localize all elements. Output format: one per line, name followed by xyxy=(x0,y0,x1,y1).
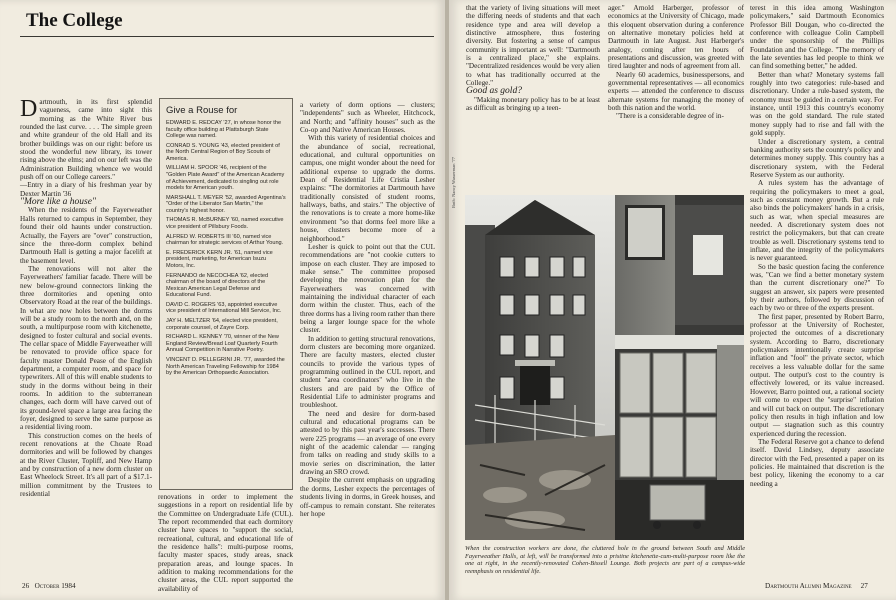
rcol3-paragraph: The Federal Reserve got a chance to defend itself. David Lindsey, deputy associate director with the Fed, presented a paper on its policies. He maintained that discretion is the best policy, likening the economy to a car needing a xyxy=(750,437,884,488)
box-entry: THOMAS R. McBURNEY '60, named executive vice president of Pillsbury Foods. xyxy=(166,217,284,231)
folio-issue: October 1984 xyxy=(34,582,76,590)
box-entry: MARSHALL T. MEYER '52, awarded Argentina's "Order of the Liberator San Martin," the country's highest honor. xyxy=(166,194,286,214)
page-number-left xyxy=(22,582,76,590)
rcol2-paragraph: Nearly 60 academics, businesspersons, and governmental representatives — all economics experts — attended the conference to discuss alternate systems for managing the money of both this nation and the world. xyxy=(608,70,744,113)
box-entry: EDWARD E. REDCAY '27, in whose honor the faculty office building at Plattsburgh State College was named. xyxy=(166,120,282,140)
col2-paragraph: renovations in order to implement the suggestions in a report on residential life by the Committee on Undergraduate Life (CUL). The report recommended that each dormitory cluster have spaces to "support the social, recreational, cultural, and educational life of the residence halls": multi-purpose rooms, faculty master spaces, study areas, snack preparation areas, and lounge spaces. In addition to making recommendations for the cluster areas, the CUL report supported the availability of xyxy=(158,493,293,593)
folio-number: 26 xyxy=(22,582,30,590)
folio-magazine: Dartmouth Alumni Magazine xyxy=(765,582,852,590)
left-column-2 xyxy=(158,493,293,593)
rcol3-paragraph: terest in this idea among Washington policymakers," said Dartmouth Economics Professor Bill Dougan, who co-directed the conference with colleague Colin Campbell under the sponsorship of the Phillips Foundation and the College. "The memory of the late seventies has led people to think we can find something better," he added. xyxy=(750,4,884,71)
page-number-right xyxy=(765,582,868,590)
box-title: Give a Rouse for xyxy=(166,105,238,116)
rcol3-paragraph: The first paper, presented by Robert Barro, professor at the University of Rochester, projected the outcomes of a discretionary system. According to Barro, discretionary policymakers intentionally create surprise inflation and "fool" the private sector, which receives a less valuable dollar for the same output. The output's cost to the country is effectively lowered, or its value increased. However, Barro pointed out, a rational society will come to expect the "surprise" inflation and will cut back on output. The discretionary policy then results in high inflation and low output — stagnation such as this country experienced during the recession. xyxy=(750,312,884,438)
rcol2-paragraph: "There is a considerable degree of in- xyxy=(616,112,724,121)
rcol1-paragraph: that the variety of living situations will meet the differing needs of students and that each residence type and area will develop a distinctive atmosphere, thus fostering diversity. But fostering a sense of campus community is important as well: "Dartmouth is a centralized place," she explains. "Decentralized residences would be very alien to what has traditionally occurred at the College." xyxy=(466,4,600,88)
rcol1-paragraph: "Making monetary policy has to be at least as difficult as bringing up a teen- xyxy=(466,95,600,113)
left-column-3 xyxy=(300,101,435,579)
section-title: The College xyxy=(26,10,123,31)
folio-number: 27 xyxy=(860,582,868,590)
photo-credit-text: Both: Nancy Wasserman '77 xyxy=(451,157,456,208)
box-entry: RICHARD L. KENNEY '70, winner of the New England Review/Bread Loaf Quarterly Fourth Annual Competition in Narrative Poetry. xyxy=(166,334,279,354)
title-rule xyxy=(20,36,434,37)
give-a-rouse-box xyxy=(159,98,293,490)
box-entry: DAVID C. ROGERS '63, appointed executive vice president of International Mill Service, Inc. xyxy=(166,301,282,315)
right-column-2 xyxy=(608,4,744,190)
box-entry: WILLIAM H. SPOOR '46, recipient of the "Golden Plate Award" of the American Academy of Achievement, dedicated to singling out role models for American youth. xyxy=(166,165,285,192)
rcol3-paragraph: Better than what? Monetary systems fall roughly into two categories: rule-based and discretionary. Under a rule-based system, the economy must be guided in a certain way. For instance, until 1913 this country's economy was on the gold standard. The rule stated money supply had to rise and fall with the gold supply. xyxy=(750,70,884,138)
col3-paragraph: In addition to getting structural renovations, dorm clusters are becoming more organized. There are faculty masters, elected cluster councils to provide the various types of programming outlined in the CUL report, and student "area coordinators" who live in the clusters and are paid by the Office of Residential Life to administer programs and troubleshoot. xyxy=(300,334,435,410)
rcol3-paragraph: Under a discretionary system, a central banking authority sets the country's policy and determines money supply. This country has a discretionary system, with the Federal Reserve System as our authority. xyxy=(750,137,884,179)
rcol3-paragraph: A rules system has the advantage of requiring the policymakers to meet a goal, such as constant money growth. But a rule also binds the policymakers' hands in a crisis, such as war, when special measures are needed. A discretionary system does not restrict the policymakers, but that can create trouble as well. Discretionary systems tend to inflate, and the integrity of the policymakers is never guaranteed. xyxy=(750,179,884,263)
col1-paragraph: When the residents of the Fayerweather Halls returned to campus in September, they found their old haunts under construction. Actually, the Fayers are "over" construction, since the three-dorm complex behind Dartmouth Hall is getting a major facelift at the basement level. xyxy=(20,206,152,265)
col1-paragraph: The renovations will not alter the Fayerweathers' familiar facade. There will be new below-ground connectors linking the three dormitories and opening onto Observatory Road at the rear of the buildings. In what are now holes between the dorms will be a study room to the north and, on the south, a multipurpose room with kitchenette, designed to foster cultural and social events. The cellar space of Middle Fayerweather will be renovated to provide office space for faculty master Donald Pease of the English department, a computer room, and space for typewriters. All of this will enable students to study in the dorms without being in their rooms. In addition to the subterranean changes, each dorm will have carved out of its ground-level space a large area facing the foyer, designed to serve the same purpose as a residential living room. xyxy=(20,264,152,432)
subhead-good-as-gold: Good as gold? xyxy=(466,86,522,97)
col3-paragraph: Despite the current emphasis on upgrading the dorms, Lesher expects the percentages of students living in dorms, in Greek houses, and off-campus to remain constant. She reiterates her hope xyxy=(300,476,435,518)
box-entry: CONRAD S. YOUNG '43, elected president of the North Central Region of Boy Scouts of America. xyxy=(166,142,280,162)
col3-paragraph: The need and desire for dorm-based cultural and educational programs can be attested to by this past year's successes. There were 225 programs — an average of one every night of the academic calendar — ranging from talks on reading and study skills to a movie series on discrimination, the latter drawing an SRO crowd. xyxy=(300,409,435,477)
intro-paragraph xyxy=(20,98,152,181)
box-entries xyxy=(166,120,286,380)
col3-paragraph: With this variety of residential choices and the abundance of social, recreational, educational, and cultural opportunities on campus, one might wonder about the need for additional expense to upgrade the dorms. Dean of Residential Life Cristia Lesher explains: "The dormitories at Dartmouth have traditionally consisted of student rooms, hallways, baths, and stairs." The objective of the renovations is to create a more home-like environment "so that dorms feel more like a house, clusters become more of a neighborhood." xyxy=(300,134,435,243)
col3-paragraph: a variety of dorm options — clusters; "independents" such as Wheeler, Hitchcock, and North; and "affinity houses" such as the Co-op and Native American Houses. xyxy=(300,101,435,135)
box-entry: ALFRED W. ROBERTS III '60, named vice chairman for strategic services of Arthur Young. xyxy=(166,233,284,247)
intro-text: artmouth, in its first splendid vagueness, came into sight this morning as the White River bus rounded the last curve. . . . The simple green and white grandeur of the old Hall and its brother buildings was on our right: before us stood the wonderful new library, its tower rising above the elms; and on our left was the Administration Building whence we would push off on our College careers." xyxy=(20,98,152,182)
box-entry: FERNANDO de NECOCHEA '62, elected chairman of the board of directors of the Mexican American Legal Defense and Educational Fund. xyxy=(166,272,269,299)
left-page xyxy=(0,0,446,600)
box-entry: VINCENT D. PELLEGRINI JR. '77, awarded the North American Traveling Fellowship for 1984 by the American Orthopaedic Association. xyxy=(166,356,285,377)
left-column-1 xyxy=(20,98,152,568)
intro-attribution: —Entry in a diary of his freshman year by Dexter Martin '36 xyxy=(20,181,152,198)
photo-credit xyxy=(449,150,459,210)
col3-paragraph: Lesher is quick to point out that the CUL recommendations are "not cookie cutters to impose on each cluster. They are imposed to make sense." The committee proposed developing the renovation plan for the Fayerweathers was concerned with maintaining the individual character of each dorm within the cluster. Thus, each of the three dorms has a living room rather than there being a larger lounge space for the whole cluster. xyxy=(300,242,435,335)
box-entry: JAY H. MELTZER '64, elected vice president, corporate counsel, of Zayre Corp. xyxy=(166,318,278,331)
rcol3-paragraph: So the basic question facing the conference was, "Can we find a better monetary system than the current discretionary one?" To suggest an answer, six papers were presented by their authors, followed by discussion of each by two or three of the experts present. xyxy=(750,262,884,313)
dorm-construction-photo xyxy=(465,195,744,540)
subhead-more-like-a-house: "More like a house" xyxy=(20,197,96,208)
photo-illustration xyxy=(465,195,744,540)
col1-paragraph: This construction comes on the heels of recent renovations at the Choate Road dormitories and will be followed by changes at the River Cluster, Topliff, and New Hamp and by construction of a new dorm cluster on East Wheelock Street. It's all part of a $17.1-million commitment by the Trustees to residential xyxy=(20,431,152,499)
right-column-3 xyxy=(750,4,884,578)
photo-caption: When the construction workers are done, the cluttered hole in the ground between South and Middle Fayerweather Halls, at left, will be transformed into a pristine kitchenette-cum-multi-purpose room like the one at right, in the recently-renovated Cohen-Bissell Lounge. Both projects are part of a campus-wide reemphasis on residential life. xyxy=(465,545,745,575)
rcol2-paragraph: ager." Arnold Harberger, professor of economics at the University of Chicago, made this eloquent observation during a conference on alternative monetary policies held at Dartmouth in late August. Just Harberger's analogy, coming after ten hours of presentations and discussion, was greeted with tired laughter and nods of agreement from all. xyxy=(608,4,744,71)
drop-cap: D xyxy=(20,96,38,122)
right-column-1 xyxy=(466,4,600,190)
box-entry: E. FREDERICK KERN JR. '61, named vice president, marketing, for American Isuzu Motors, Inc. xyxy=(166,249,273,269)
